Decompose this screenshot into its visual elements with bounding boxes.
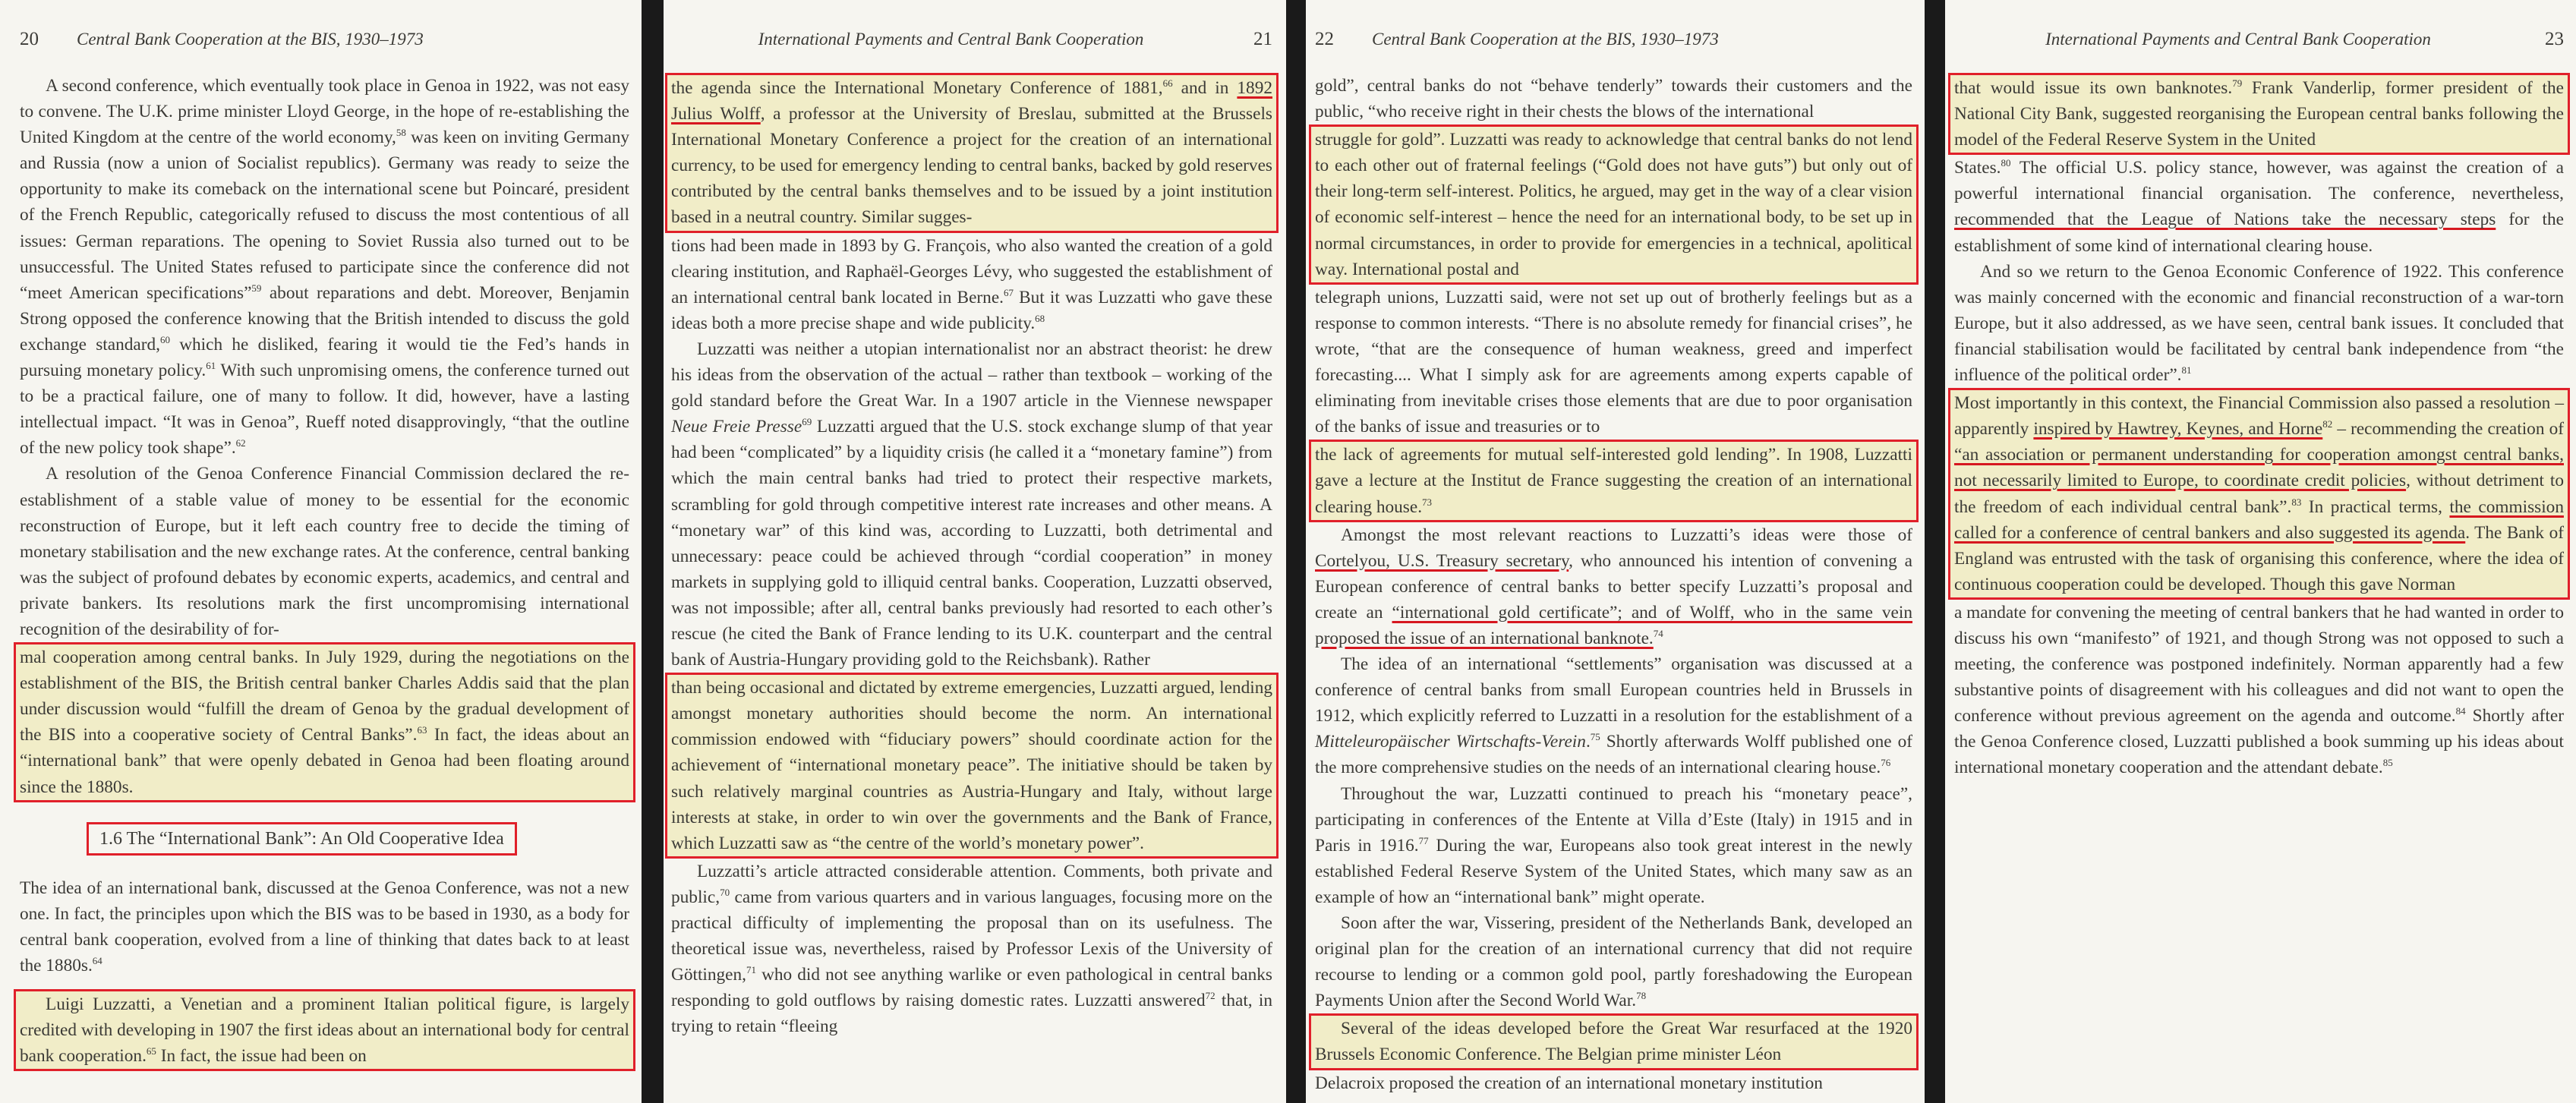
page-20 [0, 0, 642, 1103]
paragraph: A second conference, which eventually took place in Genoa in 1922, was not easy to convene. The U.K. prime minister Lloyd George, in the hope of re-establishing the United Kingdom at the centre of the world economy,$^{58}$ was keen on inviting Germany and Russia (now a union of Socialist republics). Germany was ready to seize the opportunity to make its comeback on the international scene but Poincaré, president of the French Republic, categorically refused to discuss the most contentious of all issues: German reparations. The opening to Soviet Russia also turned out to be unsuccessful. The United States refused to participate since the conference did not “meet American specifications”$^{59}$ about reparations and debt. Moreover, Benjamin Strong opposed the conference knowing that the British intended to discuss the gold exchange standard,$^{60}$ which he disliked, fearing it would tie the Fed’s hands in pursuing monetary policy.$^{61}$ With such unpromising omens, the conference turned out to be a practical failure, one of many to follow. It did, however, have a lasting intellectual impact. “It was in Genoa”, Rueff noted disapprovingly, “that the outline of the new policy took shape”.$^{62}$ [20, 76, 629, 459]
footnote-ref: 60 [159, 334, 170, 346]
paragraph: telegraph unions, Luzzatti said, were not set up out of brotherly feelings but as a response to common interests. “There is no absolute remedy for financial crises”, he wrote, “that are the consequence of human weakness, greed and imperfect forecasting.... What I simply ask for are agreements among experts capable of eliminating from inevitable crises those elements that are due to poor organisation of the banks of issue and treasuries or to [1315, 287, 1912, 437]
gutter [642, 0, 664, 1103]
paragraph: Luzzatti’s article attracted considerable attention. Comments, both private and public,$^{70}$ came from various quarters and in various languages, focusing more on the practical difficulty of implementing the proposal than on its usefulness. The theoretical issue was, nevertheless, raised by Professor Lexis of the University of Göttingen,$^{71}$ who did not see anything warlike or even pathological in central banks responding to gold outflows by raising domestic rates. Luzzatti answered$^{72}$ that, in trying to retain “fleeing [671, 861, 1272, 1037]
paragraph: The idea of an international bank, discussed at the Genoa Conference, was not a new one. In fact, the principles upon which the BIS was to be based in 1930, as a body for central bank cooperation, evolved from a line of thinking that dates back to at least the 1880s.$^{64}$ [20, 878, 629, 975]
footnote-ref: 61 [206, 360, 216, 372]
footnote-ref: 84 [2455, 705, 2466, 717]
page-21 [664, 0, 1286, 1103]
highlight-box [1309, 1013, 1919, 1070]
paragraph: Amongst the most relevant reactions to Luzzatti’s ideas were those of Cortelyou, U.S. Treasury secretary, who announced his intention of convening a European conference of central banks to better specify Luzzatti’s proposal and create an “international gold certificate”; and of Wolff, who in the same vein proposed the issue of an international banknote.$^{74}$ [1315, 525, 1913, 648]
paragraph: Most importantly in this context, the Financial Commission also passed a resolution – apparently inspired by Hawtrey, Keynes, and Horne$^{82}$ – recommending the creation of “an association or permanent understanding for cooperation amongst central banks, not necessarily limited to Europe, to coordinate credit policies, without detriment to the freedom of each individual central bank”.$^{83}$ In practical terms, the commission called for a conference of central bankers and also suggested its agenda. The Bank of England was entrusted with the task of organising this conference, where the idea of continuous cooperation could be developed. Though this gave Norman [1954, 393, 2564, 594]
highlight-box [14, 989, 635, 1071]
underlined-text: Cortelyou, U.S. Treasury secretary [1315, 550, 1569, 571]
footnote-ref: 64 [92, 955, 102, 967]
footnote-ref: 72 [1205, 990, 1215, 1002]
footnote-ref: 80 [2001, 157, 2011, 169]
paragraph: Luzzatti was neither a utopian internationalist nor an abstract theorist: he drew his ideas from the observation of the actual – rather than textbook – working of the gold standard before the Great War. In a 1907 article in the Viennese newspaper Neue Freie Presse$^{69}$ Luzzatti argued that the U.S. stock exchange slump of that year had been “complicated” by a liquidity crisis (he called it a “monetary famine”) from which the main central banks had tried to protect their respective markets, scrambling for gold through competitive interest rate increases and other means. A “monetary war” of this kind was, according to Luzzatti, both detrimental and unnecessary: peace could be achieved through “cordial cooperation” in money markets in supplying gold to illiquid central banks. Cooperation, Luzzatti observed, was not impossible; after all, central banks previously had resorted to each other’s rescue (he cited the Bank of France lending to its U.K. counterpart and the central bank of Austria-Hungary providing gold to the Reichsbank). Rather [671, 339, 1272, 670]
footnote-ref: 74 [1653, 628, 1663, 640]
underlined-text: inspired by Hawtrey, Keynes, and Horne [2033, 419, 2323, 440]
gutter [1925, 0, 1945, 1103]
underlined-text: “an association or permanent understanding for cooperation amongst central banks, not necessarily limited to Europe, to coordinate credit policies [1954, 445, 2564, 491]
paragraph: gold”, central banks do not “behave tenderly” towards their customers and the public, “who receive right in their chests the blows of the international [1315, 76, 1912, 122]
footnote-ref: 66 [1162, 77, 1173, 90]
highlight-box [1309, 440, 1919, 522]
footnote-ref: 78 [1636, 990, 1647, 1002]
paragraph: the agenda since the International Monetary Conference of 1881,66 and in 1892 Julius Wolff, a professor at the University of Breslau, submitted at the Brussels International Monetary Conference a project for the creation of an international currency, to be used for emergency lending to central banks, backed by gold reserves contributed by the central banks themselves and to be issued by a joint institution based in a neutral country. Similar sugges- [671, 77, 1272, 228]
running-title: Central Bank Cooperation at the BIS, 1930–1973 [1372, 30, 1719, 49]
footnote-ref: 79 [2232, 77, 2243, 90]
paragraph: mal cooperation among central banks. In July 1929, during the negotiations on the establishment of the BIS, the British central banker Charles Addis said that the plan under discussion would “fulfill the dream of Genoa by the gradual development of the BIS into a cooperative society of Central Banks”.$^{63}$ In fact, the ideas about an “international bank” that were openly debated in Genoa had been floating around since the 1880s. [20, 648, 629, 797]
gutter [1286, 0, 1306, 1103]
footnote-ref: 73 [1422, 496, 1433, 508]
running-title: International Payments and Central Bank Cooperation [758, 30, 1144, 49]
underlined-text: the commission called for a conference of central bankers and also suggested its agenda [1954, 496, 2564, 543]
paragraph: Soon after the war, Vissering, president of the Netherlands Bank, developed an original plan for the creation of an international currency that did not require recourse to lending or a common gold pool, partly foreshadowing the European Payments Union after the Second World War.$^{78}$ [1315, 913, 1912, 1011]
page-number: 21 [1253, 29, 1272, 49]
page-number: 23 [2545, 29, 2564, 49]
underlined-text: “international gold certificate”; and of Wolff, who in the same vein proposed the issue of an international banknote. [1315, 602, 1913, 648]
underlined-text: 1892 Julius Wolff [671, 78, 1272, 124]
running-header [1954, 29, 2564, 50]
highlight-box [1948, 73, 2570, 155]
paragraph: the lack of agreements for mutual self-interested gold lending”. In 1908, Luzzatti gave a lecture at the Institut de France suggesting the creation of an international clearing house.$^{73}$ [1315, 445, 1912, 517]
highlight-box [1309, 124, 1919, 285]
paragraph: Throughout the war, Luzzatti continued to preach his “monetary peace”, participating in conferences of the Entente at Villa d’Este (Italy) in 1915 and in Paris in 1916.77 During the war, Europeans also took great interest in the newly established Federal Reserve System of the United States, which many saw as an example of how an “international bank” might operate. [1315, 783, 1913, 907]
footnote-ref: 65 [146, 1045, 156, 1057]
footnote-ref: 59 [251, 282, 262, 294]
paragraph: a mandate for convening the meeting of central bankers that he had wanted in order to discuss his own “manifesto” of 1921, and though Strong was not opposed to such a meeting, the conference was postponed indefinitely. Norman apparently had a few substantive points of disagreement with his colleagues and did not want to open the conference without previous agreement on the agenda and outcome.$^{84}$ Shortly after the Genoa Conference closed, Luzzatti published a book summing up his ideas about international monetary cooperation and the attendant debate.$^{85}$ [1954, 602, 2564, 778]
footnote-ref: 82 [2322, 418, 2333, 430]
footnote-ref: 58 [396, 127, 406, 139]
page-number: 20 [20, 29, 39, 49]
paragraph: than being occasional and dictated by extreme emergencies, Luzzatti argued, lending amongst monetary authorities should become the norm. An international commission endowed with “fiduciary powers” should coordinate action for the achievement of “international monetary peace”. The initiative should be taken by such relatively marginal countries as Austria-Hungary and Italy, without large interests at stake, in order to win over the governments and the Bank of France, which Luzzatti saw as “the centre of the world’s monetary power”. [671, 678, 1272, 853]
running-header [671, 29, 1272, 50]
paragraph: tions had been made in 1893 by G. François, who also wanted the creation of a gold clearing institution, and Raphaël-Georges Lévy, who suggested the establishment of an international central bank located in Berne.$^{67}$ But it was Luzzatti who gave these ideas both a more precise shape and wide publicity.$^{68}$ [671, 235, 1272, 333]
page-number: 22 [1315, 29, 1334, 49]
highlight-box [665, 673, 1279, 859]
footnote-ref: 67 [1003, 286, 1014, 298]
paragraph: And so we return to the Genoa Economic Conference of 1922. This conference was mainly concerned with the economic and financial reconstruction of a war-torn Europe, but it also addressed, as we have seen, central bank issues. It concluded that financial stabilisation would be facilitated by central bank independence from “the influence of the political order”.$^{81}$ [1954, 261, 2564, 386]
paragraph: Delacroix proposed the creation of an international monetary institution [1315, 1073, 1823, 1093]
paragraph: A resolution of the Genoa Conference Financial Commission declared the re-establishment of a stable value of money to be essential for the economic reconstruction of Europe, but it left each country free to decide the timing of monetary stabilisation and the new exchange rates. At the conference, central banking was the subject of profound debates by economic experts, academics, and central and private bankers. Its resolutions mark the first uncompromising international recognition of the desirability of for- [20, 464, 629, 639]
highlight-box [14, 642, 635, 802]
page-22 [1306, 0, 1925, 1103]
footnote-ref: 77 [1418, 834, 1429, 846]
running-header [1315, 29, 1912, 50]
footnote-ref: 71 [746, 964, 757, 976]
footnote-ref: 85 [2382, 757, 2393, 769]
paragraph: that would issue its own banknotes.$^{79}$ Frank Vanderlip, former president of the National City Bank, suggested reorganising the European central banks following the model of the Federal Reserve System in the United [1954, 77, 2564, 150]
highlight-box [665, 73, 1279, 233]
footnote-ref: 62 [235, 437, 246, 449]
footnote-ref: 70 [720, 887, 730, 899]
paragraph: Luigi Luzzatti, a Venetian and a prominent Italian political figure, is largely credited with developing in 1907 the first ideas about an international body for central bank cooperation.$^{65}$ In fact, the issue had been on [20, 994, 629, 1067]
paragraph: struggle for gold”. Luzzatti was ready to acknowledge that central banks do not lend to each other out of fraternal feelings (“Gold does not have guts”) but only out of their long-term self-interest. Politics, he argued, may get in the way of a clear vision of economic self-interest – hence the need for an international body, to be set up in normal circumstances, in order to provide for emergencies in a technical, apolitical way. International postal and [1315, 130, 1912, 279]
running-title: International Payments and Central Bank Cooperation [2045, 30, 2431, 49]
underlined-text: recommended that the League of Nations take the necessary steps [1954, 210, 2496, 230]
page-23 [1945, 0, 2576, 1103]
running-header [20, 29, 629, 50]
footnote-ref: 76 [1881, 757, 1891, 769]
footnote-ref: 81 [2181, 364, 2192, 377]
running-title: Central Bank Cooperation at the BIS, 1930–1973 [77, 30, 424, 49]
footnote-ref: 75 [1590, 731, 1600, 743]
footnote-ref: 83 [2291, 496, 2302, 508]
highlight-box [1948, 388, 2570, 600]
paragraph: States.$^{80}$ The official U.S. policy stance, however, was against the creation of a powerful international financial organisation. The conference, nevertheless, recommended that the League of Nations take the necessary steps for the establishment of some kind of international clearing house. [1954, 157, 2564, 256]
footnote-ref: 63 [417, 724, 427, 736]
section-heading: 1.6 The “International Bank”: An Old Cooperative Idea [87, 822, 517, 856]
paragraph: The idea of an international “settlements” organisation was discussed at a conference of central banks from small European countries held in Brussels in 1912, which explicitly referred to Luzzatti in a resolution for the establishment of a Mitteleuropäischer Wirtschafts-Verein.$^{75}$ Shortly afterwards Wolff published one of the more comprehensive studies on the needs of an international clearing house.$^{76}$ [1315, 654, 1912, 778]
paragraph: Several of the ideas developed before the Great War resurfaced at the 1920 Brussels Economic Conference. The Belgian prime minister Léon [1315, 1019, 1912, 1065]
footnote-ref: 68 [1035, 313, 1045, 325]
footnote-ref: 69 [802, 416, 812, 428]
